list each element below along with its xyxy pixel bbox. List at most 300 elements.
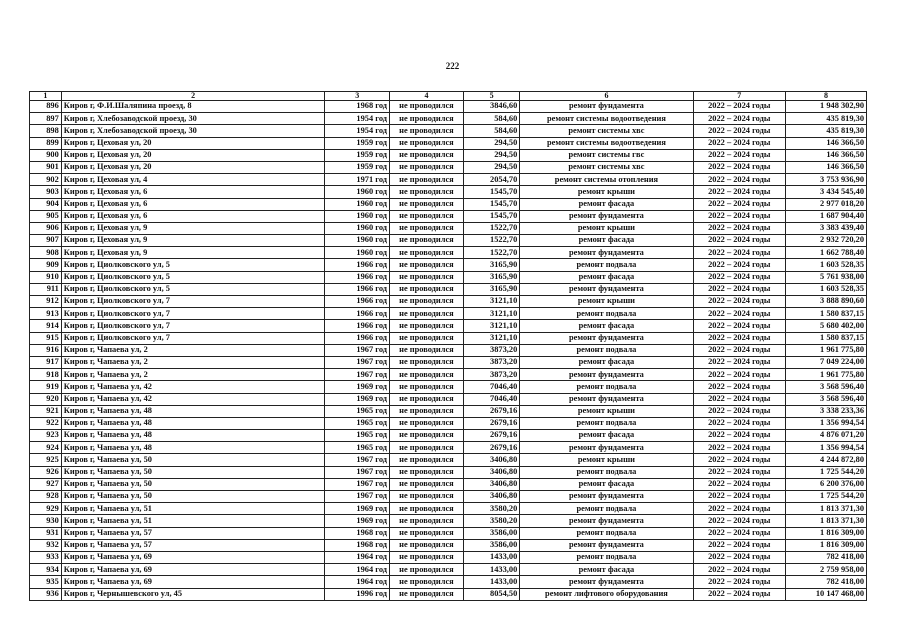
area-cell: 2679,16 [463,405,519,417]
table-row [30,564,867,576]
area-cell: 7046,40 [463,393,519,405]
area-cell: 3586,00 [463,527,519,539]
table-row [30,247,867,259]
cost-cell: 1 687 904,40 [785,210,866,222]
build-year-cell: 1960 год [325,198,390,210]
period-cell: 2022 – 2024 годы [693,539,785,551]
address-cell: Киров г, Чапаева ул, 50 [61,491,325,503]
address-cell: Киров г, Чапаева ул, 57 [61,527,325,539]
row-number-cell: 927 [30,478,62,490]
work-type-cell: ремонт фундамента [520,332,693,344]
last-repair-cell: не проводился [390,381,464,393]
address-cell: Киров г, Чапаева ул, 48 [61,405,325,417]
work-type-cell: ремонт подвала [520,551,693,563]
address-cell: Киров г, Чапаева ул, 42 [61,381,325,393]
table-row [30,161,867,173]
cost-cell: 1 356 994,54 [785,417,866,429]
last-repair-cell: не проводился [390,393,464,405]
last-repair-cell: не проводился [390,149,464,161]
row-number-cell: 931 [30,527,62,539]
last-repair-cell: не проводился [390,198,464,210]
row-number-cell: 926 [30,466,62,478]
area-cell: 3580,20 [463,515,519,527]
table-row [30,174,867,186]
area-cell: 2679,16 [463,430,519,442]
table-row [30,222,867,234]
address-cell: Киров г, Чапаева ул, 50 [61,478,325,490]
last-repair-cell: не проводился [390,161,464,173]
row-number-cell: 916 [30,344,62,356]
row-number-cell: 930 [30,515,62,527]
last-repair-cell: не проводился [390,405,464,417]
work-type-cell: ремонт фундамента [520,539,693,551]
row-number-cell: 903 [30,186,62,198]
work-type-cell: ремонт фундамента [520,393,693,405]
work-type-cell: ремонт крыши [520,222,693,234]
build-year-cell: 1969 год [325,393,390,405]
row-number-cell: 936 [30,588,62,600]
period-cell: 2022 – 2024 годы [693,149,785,161]
row-number-cell: 934 [30,564,62,576]
cost-cell: 146 366,50 [785,149,866,161]
period-cell: 2022 – 2024 годы [693,417,785,429]
last-repair-cell: не проводился [390,442,464,454]
area-cell: 3580,20 [463,503,519,515]
cost-cell: 782 418,00 [785,576,866,588]
table-row [30,491,867,503]
address-cell: Киров г, Чапаева ул, 69 [61,564,325,576]
table-row [30,283,867,295]
table-row [30,137,867,149]
work-type-cell: ремонт фасада [520,235,693,247]
row-number-cell: 935 [30,576,62,588]
last-repair-cell: не проводился [390,454,464,466]
row-number-cell: 921 [30,405,62,417]
build-year-cell: 1966 год [325,271,390,283]
address-cell: Киров г, Чапаева ул, 2 [61,369,325,381]
cost-cell: 1 603 528,35 [785,259,866,271]
row-number-cell: 925 [30,454,62,466]
period-cell: 2022 – 2024 годы [693,161,785,173]
last-repair-cell: не проводился [390,539,464,551]
table-row [30,454,867,466]
work-type-cell: ремонт фасада [520,198,693,210]
period-cell: 2022 – 2024 годы [693,527,785,539]
area-cell: 1433,00 [463,576,519,588]
build-year-cell: 1967 год [325,369,390,381]
last-repair-cell: не проводился [390,527,464,539]
period-cell: 2022 – 2024 годы [693,430,785,442]
work-type-cell: ремонт фасада [520,356,693,368]
period-cell: 2022 – 2024 годы [693,308,785,320]
last-repair-cell: не проводился [390,222,464,234]
work-type-cell: ремонт крыши [520,296,693,308]
cost-cell: 3 338 233,36 [785,405,866,417]
cost-cell: 1 961 775,80 [785,344,866,356]
work-type-cell: ремонт фундамента [520,283,693,295]
work-type-cell: ремонт фундамента [520,491,693,503]
area-cell: 294,50 [463,161,519,173]
period-cell: 2022 – 2024 годы [693,283,785,295]
build-year-cell: 1960 год [325,247,390,259]
table-row [30,198,867,210]
column-header: 5 [463,92,519,101]
table-row [30,393,867,405]
work-type-cell: ремонт фундамента [520,101,693,113]
cost-cell: 146 366,50 [785,161,866,173]
address-cell: Киров г, Цеховая ул, 20 [61,161,325,173]
period-cell: 2022 – 2024 годы [693,259,785,271]
period-cell: 2022 – 2024 годы [693,356,785,368]
build-year-cell: 1967 год [325,454,390,466]
work-type-cell: ремонт фундамента [520,210,693,222]
cost-cell: 1 603 528,35 [785,283,866,295]
table-row [30,588,867,600]
build-year-cell: 1960 год [325,210,390,222]
table-row [30,478,867,490]
last-repair-cell: не проводился [390,491,464,503]
address-cell: Киров г, Чапаева ул, 69 [61,551,325,563]
last-repair-cell: не проводился [390,308,464,320]
period-cell: 2022 – 2024 годы [693,101,785,113]
area-cell: 294,50 [463,149,519,161]
area-cell: 3846,60 [463,101,519,113]
address-cell: Киров г, Чапаева ул, 2 [61,344,325,356]
cost-cell: 4 244 872,80 [785,454,866,466]
area-cell: 7046,40 [463,381,519,393]
row-number-cell: 919 [30,381,62,393]
build-year-cell: 1969 год [325,381,390,393]
build-year-cell: 1969 год [325,503,390,515]
build-year-cell: 1965 год [325,405,390,417]
period-cell: 2022 – 2024 годы [693,247,785,259]
area-cell: 1433,00 [463,564,519,576]
last-repair-cell: не проводился [390,271,464,283]
work-type-cell: ремонт системы хвс [520,161,693,173]
area-cell: 3121,10 [463,320,519,332]
build-year-cell: 1964 год [325,564,390,576]
last-repair-cell: не проводился [390,283,464,295]
build-year-cell: 1969 год [325,515,390,527]
row-number-cell: 920 [30,393,62,405]
period-cell: 2022 – 2024 годы [693,222,785,234]
last-repair-cell: не проводился [390,174,464,186]
period-cell: 2022 – 2024 годы [693,454,785,466]
build-year-cell: 1967 год [325,466,390,478]
table-row [30,210,867,222]
address-cell: Киров г, Чапаева ул, 48 [61,430,325,442]
table-row [30,515,867,527]
table-row [30,356,867,368]
last-repair-cell: не проводился [390,344,464,356]
column-header: 6 [520,92,693,101]
work-type-cell: ремонт подвала [520,259,693,271]
address-cell: Киров г, Чапаева ул, 51 [61,503,325,515]
period-cell: 2022 – 2024 годы [693,344,785,356]
table-row [30,527,867,539]
table-row [30,369,867,381]
last-repair-cell: не проводился [390,296,464,308]
row-number-cell: 918 [30,369,62,381]
last-repair-cell: не проводился [390,137,464,149]
build-year-cell: 1960 год [325,186,390,198]
address-cell: Киров г, Чапаева ул, 48 [61,442,325,454]
cost-cell: 5 680 402,00 [785,320,866,332]
period-cell: 2022 – 2024 годы [693,588,785,600]
period-cell: 2022 – 2024 годы [693,296,785,308]
cost-cell: 1 816 309,00 [785,527,866,539]
last-repair-cell: не проводился [390,356,464,368]
area-cell: 8054,50 [463,588,519,600]
build-year-cell: 1966 год [325,283,390,295]
table-row [30,466,867,478]
row-number-cell: 915 [30,332,62,344]
row-number-cell: 911 [30,283,62,295]
table-row [30,381,867,393]
last-repair-cell: не проводился [390,503,464,515]
row-number-cell: 906 [30,222,62,234]
build-year-cell: 1967 год [325,356,390,368]
cost-cell: 1 356 994,54 [785,442,866,454]
period-cell: 2022 – 2024 годы [693,381,785,393]
build-year-cell: 1960 год [325,222,390,234]
area-cell: 2679,16 [463,442,519,454]
table-row [30,576,867,588]
period-cell: 2022 – 2024 годы [693,113,785,125]
build-year-cell: 1954 год [325,113,390,125]
build-year-cell: 1965 год [325,430,390,442]
cost-cell: 435 819,30 [785,113,866,125]
cost-cell: 1 580 837,15 [785,332,866,344]
address-cell: Киров г, Цеховая ул, 9 [61,235,325,247]
cost-cell: 1 725 544,20 [785,466,866,478]
last-repair-cell: не проводился [390,259,464,271]
work-type-cell: ремонт подвала [520,503,693,515]
cost-cell: 3 383 439,40 [785,222,866,234]
work-type-cell: ремонт фасада [520,271,693,283]
column-header: 1 [30,92,62,101]
work-type-cell: ремонт фундамента [520,515,693,527]
period-cell: 2022 – 2024 годы [693,442,785,454]
period-cell: 2022 – 2024 годы [693,369,785,381]
table-row [30,405,867,417]
period-cell: 2022 – 2024 годы [693,198,785,210]
work-type-cell: ремонт подвала [520,308,693,320]
row-number-cell: 908 [30,247,62,259]
last-repair-cell: не проводился [390,588,464,600]
table-header-row [30,92,867,101]
build-year-cell: 1996 год [325,588,390,600]
row-number-cell: 923 [30,430,62,442]
build-year-cell: 1964 год [325,551,390,563]
build-year-cell: 1966 год [325,296,390,308]
period-cell: 2022 – 2024 годы [693,210,785,222]
area-cell: 3121,10 [463,332,519,344]
build-year-cell: 1959 год [325,161,390,173]
last-repair-cell: не проводился [390,466,464,478]
column-header: 4 [390,92,464,101]
table-row [30,259,867,271]
address-cell: Киров г, Цеховая ул, 9 [61,222,325,234]
repair-schedule-table [29,91,867,601]
address-cell: Киров г, Чапаева ул, 50 [61,466,325,478]
cost-cell: 1 580 837,15 [785,308,866,320]
build-year-cell: 1965 год [325,417,390,429]
area-cell: 2054,70 [463,174,519,186]
cost-cell: 782 418,00 [785,551,866,563]
period-cell: 2022 – 2024 годы [693,466,785,478]
area-cell: 3873,20 [463,344,519,356]
last-repair-cell: не проводился [390,125,464,137]
work-type-cell: ремонт системы водоотведения [520,137,693,149]
area-cell: 2679,16 [463,417,519,429]
address-cell: Киров г, Чапаева ул, 2 [61,356,325,368]
cost-cell: 1 725 544,20 [785,491,866,503]
area-cell: 3165,90 [463,259,519,271]
last-repair-cell: не проводился [390,576,464,588]
table-row [30,113,867,125]
cost-cell: 5 761 938,00 [785,271,866,283]
table-row [30,186,867,198]
work-type-cell: ремонт системы водоотведения [520,113,693,125]
cost-cell: 3 568 596,40 [785,381,866,393]
address-cell: Киров г, Чапаева ул, 48 [61,417,325,429]
table-row [30,308,867,320]
table-row [30,296,867,308]
area-cell: 294,50 [463,137,519,149]
row-number-cell: 899 [30,137,62,149]
area-cell: 3406,80 [463,454,519,466]
area-cell: 1545,70 [463,186,519,198]
build-year-cell: 1967 год [325,344,390,356]
build-year-cell: 1968 год [325,539,390,551]
work-type-cell: ремонт подвала [520,466,693,478]
table-row [30,430,867,442]
address-cell: Киров г, Ф.И.Шаляпина проезд, 8 [61,101,325,113]
area-cell: 1522,70 [463,235,519,247]
last-repair-cell: не проводился [390,101,464,113]
address-cell: Киров г, Цеховая ул, 20 [61,137,325,149]
address-cell: Киров г, Цеховая ул, 6 [61,210,325,222]
area-cell: 1545,70 [463,198,519,210]
row-number-cell: 932 [30,539,62,551]
row-number-cell: 914 [30,320,62,332]
address-cell: Киров г, Циолковского ул, 7 [61,320,325,332]
last-repair-cell: не проводился [390,210,464,222]
build-year-cell: 1959 год [325,149,390,161]
last-repair-cell: не проводился [390,320,464,332]
period-cell: 2022 – 2024 годы [693,320,785,332]
area-cell: 3165,90 [463,283,519,295]
address-cell: Киров г, Циолковского ул, 7 [61,332,325,344]
cost-cell: 435 819,30 [785,125,866,137]
row-number-cell: 910 [30,271,62,283]
row-number-cell: 913 [30,308,62,320]
address-cell: Киров г, Циолковского ул, 5 [61,283,325,295]
period-cell: 2022 – 2024 годы [693,174,785,186]
build-year-cell: 1967 год [325,478,390,490]
table-row [30,235,867,247]
area-cell: 1433,00 [463,551,519,563]
row-number-cell: 901 [30,161,62,173]
address-cell: Киров г, Цеховая ул, 6 [61,186,325,198]
build-year-cell: 1967 год [325,491,390,503]
area-cell: 3165,90 [463,271,519,283]
work-type-cell: ремонт крыши [520,186,693,198]
area-cell: 1522,70 [463,247,519,259]
build-year-cell: 1964 год [325,576,390,588]
period-cell: 2022 – 2024 годы [693,235,785,247]
row-number-cell: 898 [30,125,62,137]
table-row [30,101,867,113]
work-type-cell: ремонт системы отопления [520,174,693,186]
table-row [30,320,867,332]
row-number-cell: 912 [30,296,62,308]
period-cell: 2022 – 2024 годы [693,503,785,515]
cost-cell: 146 366,50 [785,137,866,149]
row-number-cell: 929 [30,503,62,515]
table-row [30,442,867,454]
work-type-cell: ремонт подвала [520,381,693,393]
work-type-cell: ремонт подвала [520,417,693,429]
work-type-cell: ремонт фасада [520,320,693,332]
area-cell: 584,60 [463,113,519,125]
last-repair-cell: не проводился [390,186,464,198]
row-number-cell: 907 [30,235,62,247]
work-type-cell: ремонт фасада [520,478,693,490]
page-number: 222 [445,61,460,71]
address-cell: Киров г, Хлебозаводской проезд, 30 [61,125,325,137]
area-cell: 584,60 [463,125,519,137]
area-cell: 1545,70 [463,210,519,222]
last-repair-cell: не проводился [390,478,464,490]
build-year-cell: 1954 год [325,125,390,137]
cost-cell: 4 876 071,20 [785,430,866,442]
build-year-cell: 1971 год [325,174,390,186]
period-cell: 2022 – 2024 годы [693,332,785,344]
build-year-cell: 1968 год [325,101,390,113]
address-cell: Киров г, Цеховая ул, 20 [61,149,325,161]
period-cell: 2022 – 2024 годы [693,551,785,563]
work-type-cell: ремонт системы хвс [520,125,693,137]
row-number-cell: 905 [30,210,62,222]
period-cell: 2022 – 2024 годы [693,125,785,137]
period-cell: 2022 – 2024 годы [693,515,785,527]
build-year-cell: 1965 год [325,442,390,454]
area-cell: 3873,20 [463,369,519,381]
period-cell: 2022 – 2024 годы [693,393,785,405]
address-cell: Киров г, Чапаева ул, 51 [61,515,325,527]
table-body [30,101,867,601]
area-cell: 3873,20 [463,356,519,368]
cost-cell: 3 753 936,90 [785,174,866,186]
area-cell: 3586,00 [463,539,519,551]
column-header: 3 [325,92,390,101]
cost-cell: 1 961 775,80 [785,369,866,381]
address-cell: Киров г, Циолковского ул, 7 [61,296,325,308]
period-cell: 2022 – 2024 годы [693,405,785,417]
area-cell: 3121,10 [463,308,519,320]
last-repair-cell: не проводился [390,515,464,527]
table-row [30,271,867,283]
address-cell: Киров г, Чапаева ул, 57 [61,539,325,551]
row-number-cell: 924 [30,442,62,454]
table-row [30,344,867,356]
row-number-cell: 928 [30,491,62,503]
address-cell: Киров г, Чернышевского ул, 45 [61,588,325,600]
last-repair-cell: не проводился [390,332,464,344]
area-cell: 3406,80 [463,491,519,503]
